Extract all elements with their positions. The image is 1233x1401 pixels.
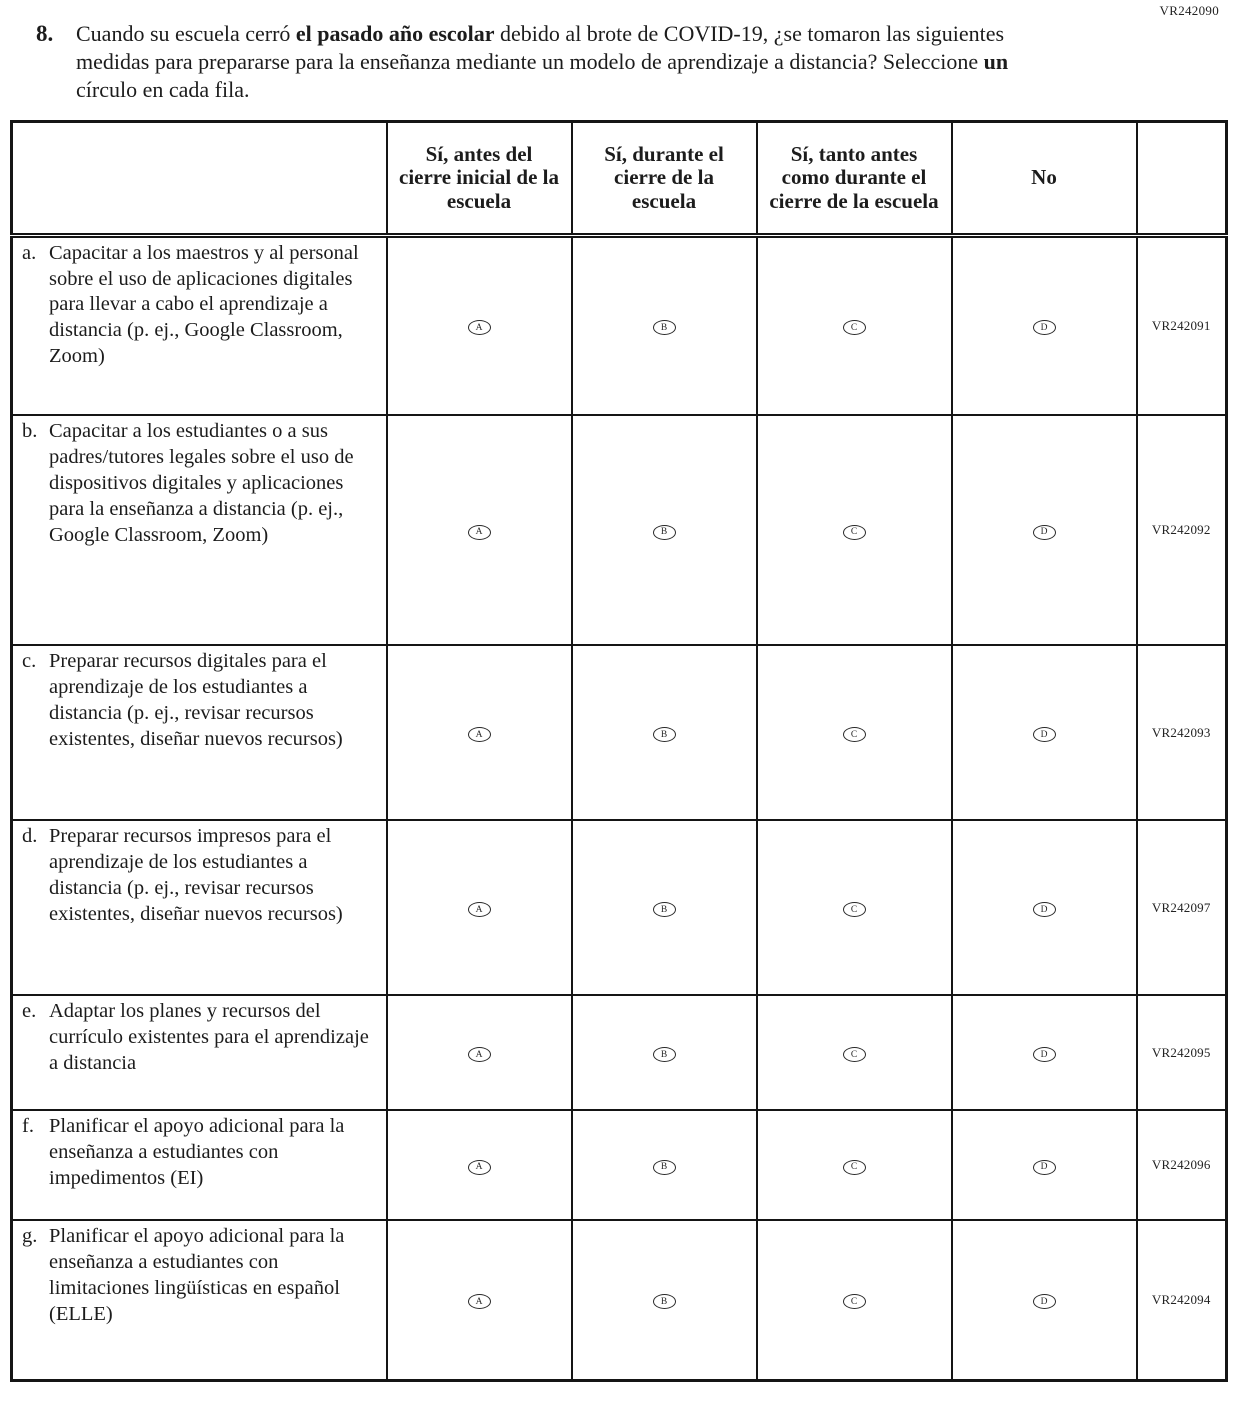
option-bubble-b[interactable]: B [653,320,676,335]
row-item-cell [12,1220,387,1380]
question-8 [0,0,1233,104]
row-letter: f. [22,1115,34,1138]
row-letter: d. [22,825,38,848]
table-row-c [12,645,1227,820]
option-bubble-a[interactable]: A [468,320,491,335]
option-bubble-d[interactable]: D [1033,1160,1056,1175]
response-grid [10,120,1228,1382]
table-row-a [12,235,1227,415]
row-text: Capacitar a los estudiantes o a sus padres/tutores legales sobre el uso de dispositivos digitales y aplicaciones para la enseñanza a distancia (p. ej., Google Classroom, Zoom) [49,420,354,546]
question-text-bold1: el pasado año escolar [295,21,495,46]
question-text-bold2: un [983,48,1009,74]
question-text-part3: círculo en cada fila. [76,76,250,102]
row-code: VR242092 [1137,415,1227,645]
row-item-cell [12,415,387,645]
question-number: 8. [36,21,54,46]
option-bubble-d[interactable]: D [1033,525,1056,540]
row-item-cell [12,645,387,820]
table-row-g [12,1220,1227,1380]
question-text-part2: debido al brote de COVID-19, ¿se tomaron las siguientes medidas para prepararse para la enseñanza mediante un modelo de aprendizaje a distancia? Seleccione [76,21,1005,74]
option-bubble-a[interactable]: A [468,902,491,917]
row-letter: g. [22,1225,38,1248]
table-row-b [12,415,1227,645]
row-text: Adaptar los planes y recursos del currículo existentes para el aprendizaje a distancia [49,1000,369,1074]
header-yes-both: Sí, tanto antes como durante el cierre de la escuela [757,121,952,235]
option-bubble-c[interactable]: C [843,727,866,742]
option-bubble-d[interactable]: D [1033,727,1056,742]
row-text: Planificar el apoyo adicional para la enseñanza a estudiantes con impedimentos (EI) [49,1115,345,1189]
header-empty-code [1137,121,1227,235]
row-text: Capacitar a los maestros y al personal sobre el uso de aplicaciones digitales para llevar a cabo el aprendizaje a distancia (p. ej., Google Classroom, Zoom) [49,241,359,368]
option-bubble-c[interactable]: C [843,1294,866,1309]
option-bubble-a[interactable]: A [468,727,491,742]
option-bubble-d[interactable]: D [1033,1047,1056,1062]
option-bubble-c[interactable]: C [843,1047,866,1062]
option-bubble-a[interactable]: A [468,1047,491,1062]
option-bubble-a[interactable]: A [468,525,491,540]
question-text [76,20,1026,104]
option-bubble-b[interactable]: B [653,727,676,742]
row-code: VR242097 [1137,820,1227,995]
option-bubble-b[interactable]: B [653,1047,676,1062]
row-letter: e. [22,1000,37,1023]
option-bubble-c[interactable]: C [843,320,866,335]
row-text: Preparar recursos impresos para el aprendizaje de los estudiantes a distancia (p. ej., revisar recursos existentes, diseñar nuevos recursos) [49,825,343,925]
row-text: Planificar el apoyo adicional para la enseñanza a estudiantes con limitaciones lingüísticas en español (ELLE) [49,1225,345,1325]
row-code: VR242095 [1137,995,1227,1110]
option-bubble-b[interactable]: B [653,525,676,540]
row-code: VR242096 [1137,1110,1227,1220]
row-code: VR242091 [1137,235,1227,415]
header-row [12,121,1227,235]
option-bubble-d[interactable]: D [1033,320,1056,335]
option-bubble-b[interactable]: B [653,1294,676,1309]
option-bubble-b[interactable]: B [653,902,676,917]
header-empty-item [12,121,387,235]
option-bubble-a[interactable]: A [468,1160,491,1175]
table-row-e [12,995,1227,1110]
row-item-cell [12,235,387,415]
form-code: VR242090 [1159,3,1219,18]
row-text: Preparar recursos digitales para el aprendizaje de los estudiantes a distancia (p. ej., revisar recursos existentes, diseñar nuevos recursos) [49,650,343,750]
row-item-cell [12,1110,387,1220]
option-bubble-c[interactable]: C [843,902,866,917]
header-yes-during: Sí, durante el cierre de la escuela [572,121,757,235]
row-letter: c. [22,650,37,673]
row-letter: b. [22,420,38,443]
option-bubble-a[interactable]: A [468,1294,491,1309]
row-item-cell [12,995,387,1110]
header-yes-before: Sí, antes del cierre inicial de la escuela [387,121,572,235]
table-row-d [12,820,1227,995]
option-bubble-b[interactable]: B [653,1160,676,1175]
question-text-part1: Cuando su escuela cerró [76,21,296,46]
row-code: VR242094 [1137,1220,1227,1380]
row-letter: a. [22,241,37,264]
row-code: VR242093 [1137,645,1227,820]
option-bubble-d[interactable]: D [1033,902,1056,917]
table-row-f [12,1110,1227,1220]
option-bubble-d[interactable]: D [1033,1294,1056,1309]
option-bubble-c[interactable]: C [843,1160,866,1175]
header-no: No [952,121,1137,235]
option-bubble-c[interactable]: C [843,525,866,540]
row-item-cell [12,820,387,995]
